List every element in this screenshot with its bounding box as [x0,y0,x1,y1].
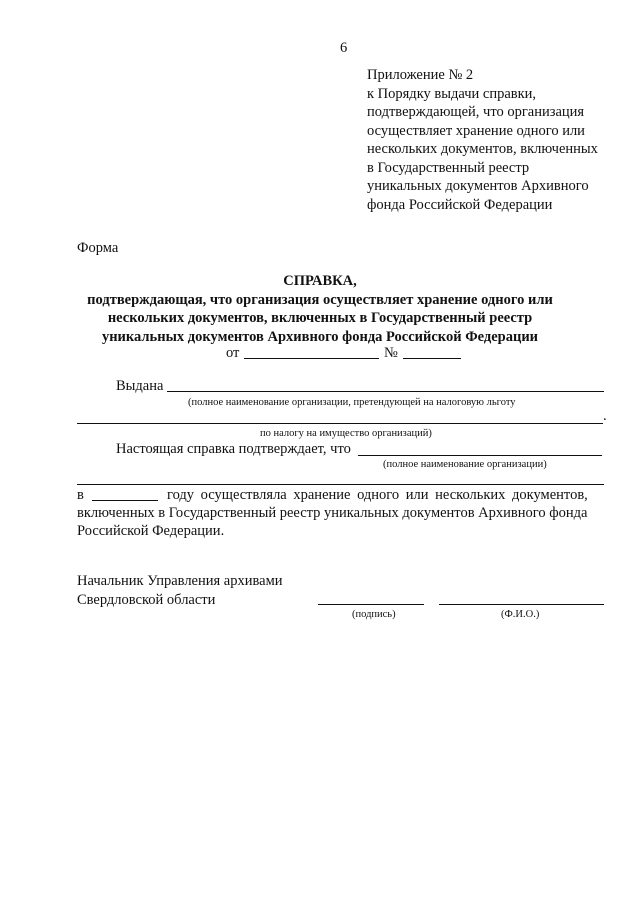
confirm-text: Настоящая справка подтверждает, что [116,441,351,457]
confirm-org-field-line2[interactable] [77,484,604,485]
number-label: № [384,345,398,361]
title-heading: СПРАВКА, [283,273,357,289]
form-label: Форма [77,240,119,256]
issued-label: Выдана [116,378,164,394]
annex-line: Приложение № 2 [367,67,474,83]
annex-line: подтверждающей, что организация [367,104,585,120]
confirm-hint: (полное наименование организации) [383,459,547,470]
annex-line: осуществляет хранение одного или [367,122,585,139]
body-prefix: в [77,487,84,503]
annex-line: нескольких документов, включенных [367,141,598,157]
body-line1: году осуществляла хранение одного или нескольких документов, [167,487,588,503]
body-line3: Российской Федерации. [77,523,225,539]
annex-header [367,66,598,214]
number-field[interactable] [403,358,461,359]
issued-hint2: по налогу на имущество организаций) [260,428,432,439]
annex-line: фонда Российской Федерации [367,196,553,213]
title-subtitle-line: подтверждающая, что организация осуществляет хранение одного или [87,291,553,308]
confirm-org-field[interactable] [358,455,602,456]
signatory-title-line2: Свердловской области [77,592,216,608]
issued-end-mark: . [603,408,607,424]
signature-field[interactable] [318,604,424,605]
issued-org-field[interactable] [167,391,604,392]
body-line2: включенных в Государственный реестр уникальных документов Архивного фонда [77,505,588,521]
page-number: 6 [340,40,348,56]
title-subtitle-line: нескольких документов, включенных в Государственный реестр [107,310,533,326]
year-field[interactable] [92,500,158,501]
annex-line: уникальных документов Архивного [367,178,589,194]
date-field[interactable] [244,358,379,359]
signatory-title-line1: Начальник Управления архивами [77,573,283,589]
date-prefix: от [226,345,240,361]
issued-hint: (полное наименование организации, претендующей на налоговую льготу [188,397,516,408]
issued-org-field-line2[interactable] [77,423,603,424]
full-name-field[interactable] [439,604,604,605]
full-name-hint: (Ф.И.О.) [501,609,540,620]
title-subtitle-line: уникальных документов Архивного фонда Российской Федерации [101,328,539,345]
annex-line: в Государственный реестр [367,159,530,176]
document-title [60,272,580,346]
signature-hint: (подпись) [352,609,396,620]
annex-line: к Порядку выдачи справки, [367,85,537,102]
